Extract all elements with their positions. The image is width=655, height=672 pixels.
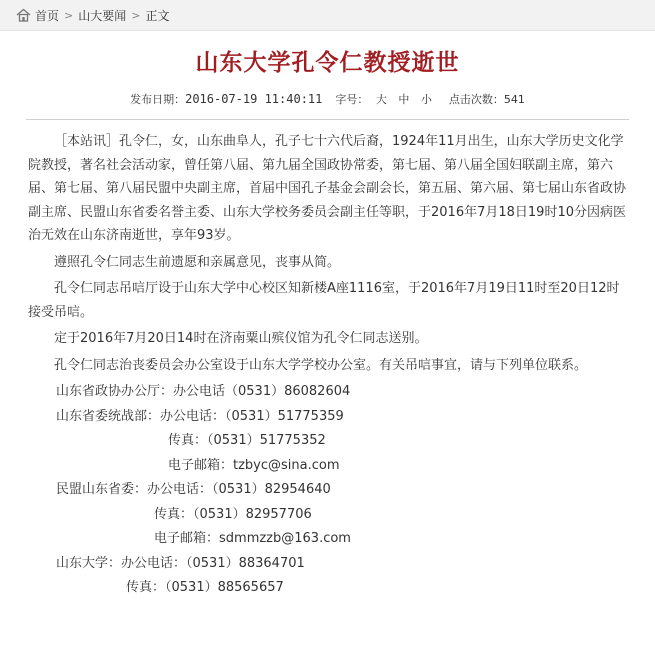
article-paragraph: 定于2016年7月20日14时在济南粟山殡仪馆为孔令仁同志送别。 xyxy=(54,331,428,346)
publish-date-label: 发布日期： xyxy=(130,93,186,106)
article-paragraph: 遵照孔令仁同志生前遗愿和亲属意见，丧事从简。 xyxy=(54,254,341,270)
contact-line: 传真：（0531）51775352 xyxy=(168,433,326,448)
contact-line: 山东省政协办公厅：办公电话（0531）86082604 xyxy=(56,384,351,399)
click-count-label: 点击次数： xyxy=(448,93,504,106)
font-size-small-button[interactable]: 小 xyxy=(420,93,432,106)
article-paragraph: ［本站讯］孔令仁，女，山东曲阜人，孔子七十六代后裔，1924年11月出生，山东大学历史文化学院教授，著名社会活动家，曾任第八届、第九届全国政协常委，第七届、第八届全国妇联副主席，第六届、第七届、第八届民盟中央副主席，首届中国孔子基金会副会长，第五届、第六届、第七届山东省政协副主席、民盟山东省委名誉主委、山东大学校务委员会副主任等职，于2016年7月18日19时10分因病医治无效在山东济南逝世，享年93岁。 xyxy=(28,134,627,243)
contact-line: 电子邮箱：sdmmzzb@163.com xyxy=(154,531,351,546)
breadcrumb xyxy=(0,0,655,31)
contact-line: 山东省委统战部：办公电话：（0531）51775359 xyxy=(56,408,344,424)
article-paragraph: 孔令仁同志治丧委员会办公室设于山东大学学校办公室。有关吊唁事宜，请与下列单位联系。 xyxy=(54,357,588,373)
article-body xyxy=(0,120,655,601)
article-paragraph: 孔令仁同志吊唁厅设于山东大学中心校区知新楼A座1116室，于2016年7月19日11时至20日12时接受吊唁。 xyxy=(28,281,620,320)
contact-line: 电子邮箱：tzbyc@sina.com xyxy=(168,457,340,473)
click-count: 541 xyxy=(503,93,525,106)
contact-line: 山东大学：办公电话：（0531）88364701 xyxy=(56,555,305,571)
publish-date: 2016-07-19 11:40:11 xyxy=(185,92,323,106)
contact-line: 民盟山东省委：办公电话：（0531）82954640 xyxy=(56,482,331,497)
breadcrumb-home-link[interactable]: 首页 xyxy=(35,8,60,23)
breadcrumb-separator: > xyxy=(131,8,141,22)
breadcrumb-separator: > xyxy=(64,8,74,22)
breadcrumb-current: 正文 xyxy=(145,8,170,23)
breadcrumb-section-link[interactable]: 山大要闻 xyxy=(78,8,127,23)
contact-list xyxy=(28,380,627,601)
contact-line: 传真：（0531）88565657 xyxy=(126,580,284,595)
contact-line: 传真：（0531）82957706 xyxy=(154,506,312,522)
font-size-label: 字号： xyxy=(335,93,369,106)
font-size-large-button[interactable]: 大 xyxy=(375,93,387,106)
font-size-medium-button[interactable]: 中 xyxy=(398,93,410,106)
article-meta xyxy=(0,91,655,107)
article-title: 山东大学孔令仁教授逝世 xyxy=(195,49,460,76)
home-icon[interactable] xyxy=(16,8,31,22)
